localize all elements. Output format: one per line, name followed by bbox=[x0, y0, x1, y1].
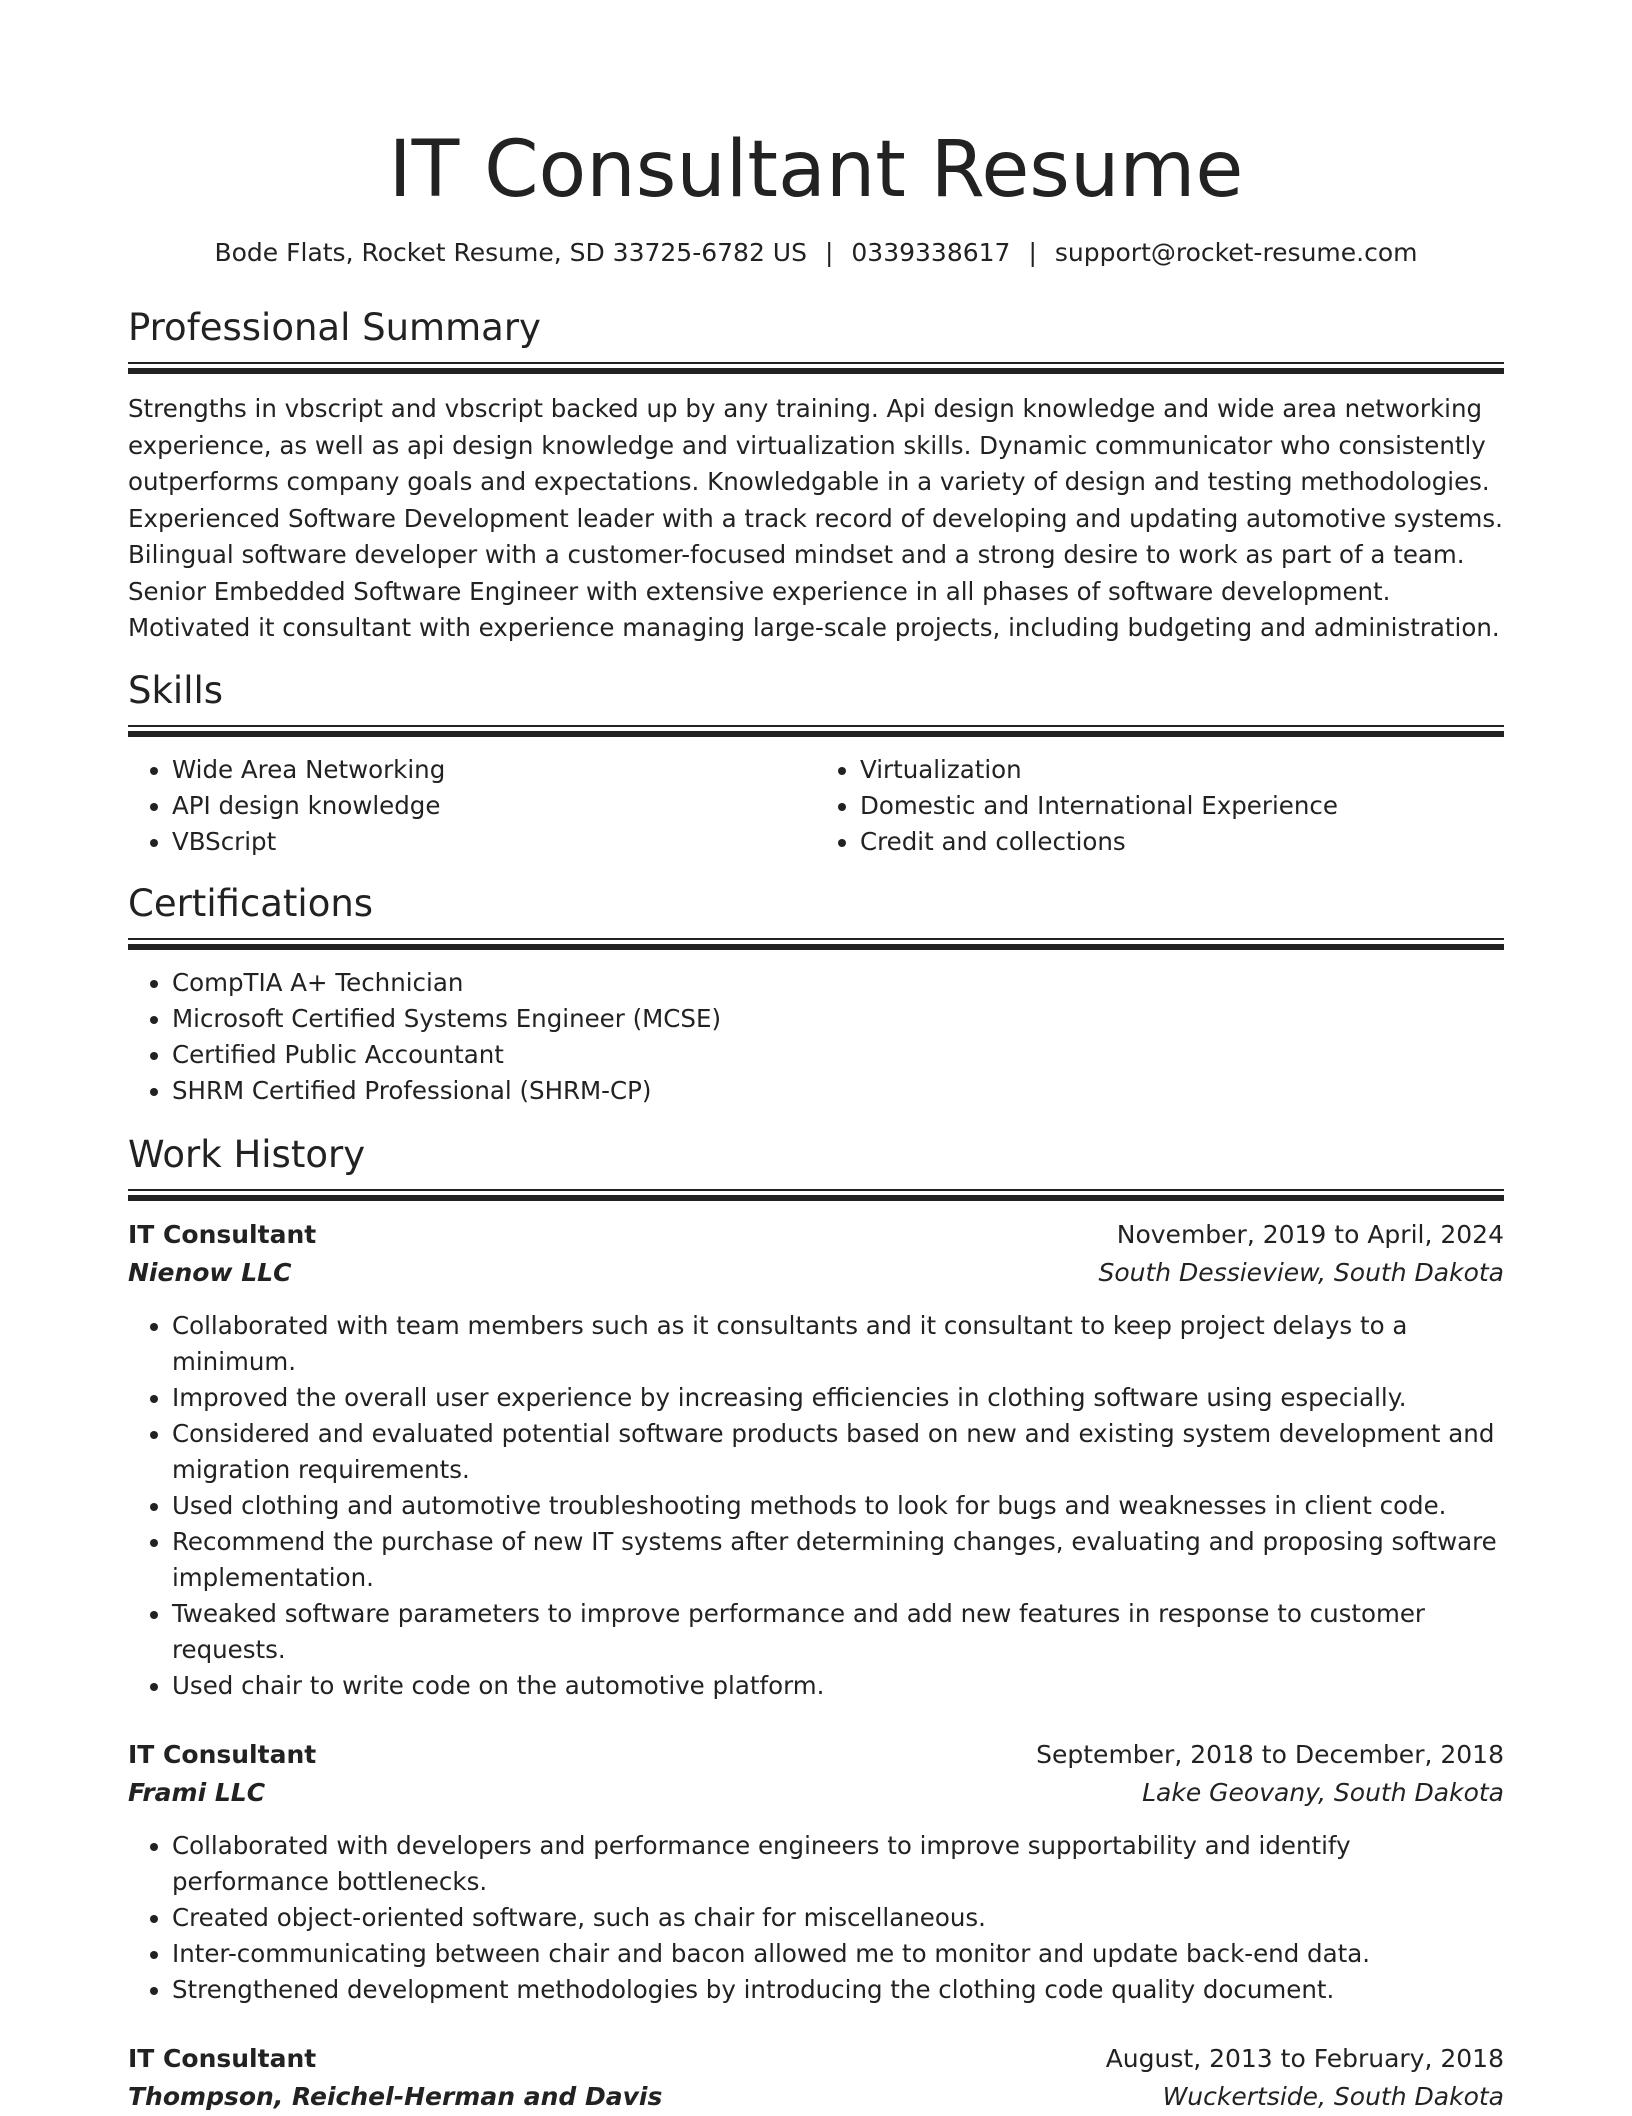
job-bullet: • Recommend the purchase of new IT systems after determining changes, evaluating and proposing software implementation. bbox=[172, 1524, 1504, 1596]
skill-item: • Virtualization bbox=[860, 752, 1504, 788]
job-bullet: • Tweaked software parameters to improve performance and add new features in response to customer requests. bbox=[172, 1596, 1504, 1668]
section-title-certifications: Certifications bbox=[128, 881, 374, 925]
contact-phone: 0339338617 bbox=[851, 238, 1011, 267]
job-company: Thompson, Reichel-Herman and Davis bbox=[128, 2081, 663, 2111]
section-divider bbox=[128, 362, 1504, 375]
skill-item: • API design knowledge bbox=[172, 788, 816, 824]
job-bullet: • Inter-communicating between chair and bacon allowed me to monitor and update back-end data. bbox=[172, 1936, 1504, 1972]
work-history-section bbox=[128, 1131, 1504, 2116]
summary-section bbox=[128, 304, 1504, 647]
job-dates: September, 2018 to December, 2018 bbox=[1036, 1739, 1504, 1769]
job-bullet: • Collaborated with developers and performance engineers to improve supportability and identify performance bottlenecks. bbox=[172, 1828, 1504, 1900]
job-dates: August, 2013 to February, 2018 bbox=[1105, 2043, 1504, 2073]
contact-line bbox=[128, 236, 1504, 270]
resume-page bbox=[128, 0, 1504, 2116]
skill-item: • Credit and collections bbox=[860, 824, 1504, 860]
summary-text: Strengths in vbscript and vbscript backed up by any training. Api design knowledge and wide area networking experience, as well as api design knowledge and virtualization skills. Dynamic communicator who consistently outperforms company goals and expectations. Knowledgable in a variety of design and testing methodologies. Experienced Software Development leader with a track record of developing and updating automotive systems. Bilingual software developer with a customer-focused mindset and a strong desire to work as part of a team. Senior Embedded Software Engineer with extensive experience in all phases of software development. Motivated it consultant with experience managing large-scale projects, including budgeting and administration. bbox=[128, 394, 1503, 642]
job-entry bbox=[128, 1736, 1504, 2008]
skill-item: • VBScript bbox=[172, 824, 816, 860]
job-bullet-list bbox=[128, 1308, 1504, 1704]
skill-item: • Domestic and International Experience bbox=[860, 788, 1504, 824]
job-bullet: • Created object-oriented software, such as chair for miscellaneous. bbox=[172, 1900, 1504, 1936]
certification-item: • Microsoft Certified Systems Engineer (MCSE) bbox=[172, 1001, 1504, 1037]
job-subheader-row bbox=[128, 1774, 1504, 1812]
job-company: Nienow LLC bbox=[128, 1257, 292, 1287]
section-title-summary: Professional Summary bbox=[128, 306, 541, 349]
certification-item: • Certified Public Accountant bbox=[172, 1037, 1504, 1073]
skills-list-right bbox=[816, 752, 1504, 860]
job-header-row bbox=[128, 1736, 1504, 1774]
job-subheader-row bbox=[128, 2078, 1504, 2116]
section-title-work-history: Work History bbox=[128, 1132, 366, 1176]
job-location: Lake Geovany, South Dakota bbox=[1142, 1777, 1504, 1807]
job-subheader-row bbox=[128, 1254, 1504, 1292]
contact-separator: | bbox=[1028, 238, 1037, 267]
job-entry bbox=[128, 1216, 1504, 1704]
contact-email[interactable]: support@rocket-resume.com bbox=[1054, 238, 1418, 267]
certifications-section bbox=[128, 880, 1504, 1109]
section-divider bbox=[128, 1189, 1504, 1202]
contact-address: Bode Flats, Rocket Resume, SD 33725-6782 US bbox=[214, 238, 807, 267]
job-bullet: • Considered and evaluated potential software products based on new and existing system development and migration requirements. bbox=[172, 1416, 1504, 1488]
section-title-skills: Skills bbox=[128, 668, 224, 712]
resume-title: IT Consultant Resume bbox=[388, 125, 1244, 215]
job-dates: November, 2019 to April, 2024 bbox=[1116, 1219, 1504, 1249]
job-entry bbox=[128, 2040, 1504, 2116]
skill-item: • Wide Area Networking bbox=[172, 752, 816, 788]
certification-item: • CompTIA A+ Technician bbox=[172, 965, 1504, 1001]
skills-list-left bbox=[128, 752, 816, 860]
section-divider bbox=[128, 725, 1504, 738]
skills-section bbox=[128, 667, 1504, 860]
contact-separator: | bbox=[824, 238, 834, 267]
job-title: IT Consultant bbox=[128, 1739, 317, 1769]
certification-item: • SHRM Certified Professional (SHRM-CP) bbox=[172, 1073, 1504, 1109]
job-location: Wuckertside, South Dakota bbox=[1162, 2081, 1504, 2111]
job-title: IT Consultant bbox=[128, 1219, 317, 1249]
job-location: South Dessieview, South Dakota bbox=[1098, 1257, 1504, 1287]
job-title: IT Consultant bbox=[128, 2043, 317, 2073]
job-bullet: • Used chair to write code on the automotive platform. bbox=[172, 1668, 1504, 1704]
job-bullet: • Used clothing and automotive troubleshooting methods to look for bugs and weaknesses in client code. bbox=[172, 1488, 1504, 1524]
skills-grid bbox=[128, 752, 1504, 860]
job-bullet: • Strengthened development methodologies by introducing the clothing code quality document. bbox=[172, 1972, 1504, 2008]
job-header-row bbox=[128, 1216, 1504, 1254]
certification-list bbox=[128, 965, 1504, 1109]
job-bullet-list bbox=[128, 1828, 1504, 2008]
job-company: Frami LLC bbox=[128, 1777, 266, 1807]
job-bullet: • Collaborated with team members such as it consultants and it consultant to keep project delays to a minimum. bbox=[172, 1308, 1504, 1380]
job-bullet: • Improved the overall user experience by increasing efficiencies in clothing software using especially. bbox=[172, 1380, 1504, 1416]
section-divider bbox=[128, 938, 1504, 951]
job-header-row bbox=[128, 2040, 1504, 2078]
